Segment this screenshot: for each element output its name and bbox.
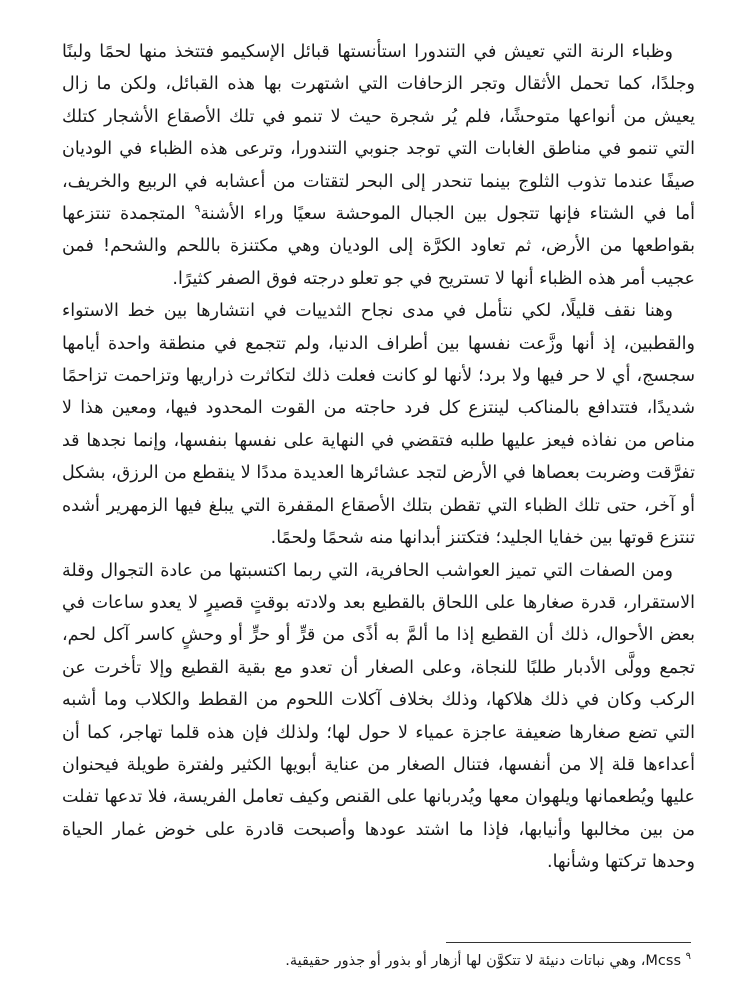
- paragraph-3: ومن الصفات التي تميز العواشب الحافرية، التي ربما اكتسبتها من عادة التجوال وقلة الاستقرار، قدرة صغارها على اللحاق بالقطيع بعد ولادته بوقتٍ قصيرٍ لا يعدو ساعات في بعض الأحوال، ذلك أن القطيع إذا ما ألمَّ به أذًى من قرٍّ أو حرٍّ أو وحشٍ كاسر آكل لحم، تجمع وولَّى الأدبار طلبًا للنجاة، وعلى الصغار أن تعدو مع بقية القطيع وإلا تأخرت عن الركب وكان في ذلك هلاكها، وذلك بخلاف آكلات اللحوم من القطط والكلاب وما أشبه التي تضع صغارها ضعيفة عاجزة عمياء لا حول لها؛ ولذلك فإن هذه قلما تهاجر، كما أن أعداءها قلة إلا من أنفسها، فتنال الصغار من عناية أبويها الكثير ولفترة طويلة فيحنوان عليها ويُطعمانها ويلهوان معها ويُدربانها على القنص وكيف تعامل الفريسة، فلا تدعها تفلت من بين مخالبها وأنيابها، فإذا ما اشتد عودها وأصبحت قادرة على خوض غمار الحياة وحدها تركتها وشأنها.: [62, 560, 695, 873]
- footnote-reference: ٩: [194, 202, 201, 216]
- footnote: [58, 950, 691, 972]
- paragraph-1-text: وظباء الرنة التي تعيش في التندورا استأنستها قبائل الإسكيمو فتتخذ منها لحمًا ولبنًا وجلدًا، كما تحمل الأثقال وتجر الزحافات التي اشتهرت بها هذه القبائل، ولكن ما زال يعيش من أنواعها متوحشًا، فلم يُر شجرة حيث لا تنمو في تلك الأصقاع الأشجار كتلك التي تنمو في مناطق الغابات التي توجد جنوبي التندورا، وترعى هذه الظباء في الوديان صيفًا عندما تذوب الثلوج بينما تنحدر إلى البحر لتقتات من أعشابه في الربيع والخريف، أما في الشتاء فإنها تتجول بين الجبال الموحشة سعيًا وراء الأشنة: [62, 42, 695, 225]
- footnote-separator: [446, 942, 691, 943]
- body-text: [62, 36, 695, 879]
- paragraph-1: [62, 36, 695, 295]
- footnote-text: Mcss، وهي نباتات دنيئة لا تتكوَّن لها أزهار أو بذور أو جذور حقيقية.: [285, 953, 682, 969]
- footnote-number: ٩: [685, 951, 691, 963]
- paragraph-1-text-continued: المتجمدة تنتزعها بقواطعها من الأرض، ثم تعاود الكرَّة إلى الوديان وهي مكتنزة باللحم والشحم! فمن عجيب أمر هذه الظباء أنها لا تستريح في جو تعلو درجته فوق الصفر كثيرًا.: [62, 204, 695, 289]
- paragraph-2: وهنا نقف قليلًا، لكي نتأمل في مدى نجاح الثدييات في انتشارها بين خط الاستواء والقطبين، إذ أنها وزَّعت نفسها بين أطراف الدنيا، ولم تتجمع في منطقة واحدة أيامها سجسج، أي لا حر فيها ولا برد؛ لأنها لو كانت فعلت ذلك لتكاثرت ذراريها وتزاحمت تزاحمًا شديدًا، فتتدافع بالمناكب لينتزع كل فرد حاجته من القوت المحدود فيها، ومعين هذا لا مناص من نفاذه فيعز عليها طلبه فتقضي في النهاية على نفسها بنفسها، وإنما نجدها قد تفرَّقت وضربت بعصاها في الأرض لتجد عشائرها العديدة مددًا لا ينقطع من الرزق، بشكل أو آخر، حتى تلك الظباء التي تقطن بتلك الأصقاع المقفرة التي يبلغ فيها الزمهرير أشده تنتزع قوتها بين خفايا الجليد؛ فتكتنز أبدانها منه شحمًا ولحمًا.: [62, 301, 695, 549]
